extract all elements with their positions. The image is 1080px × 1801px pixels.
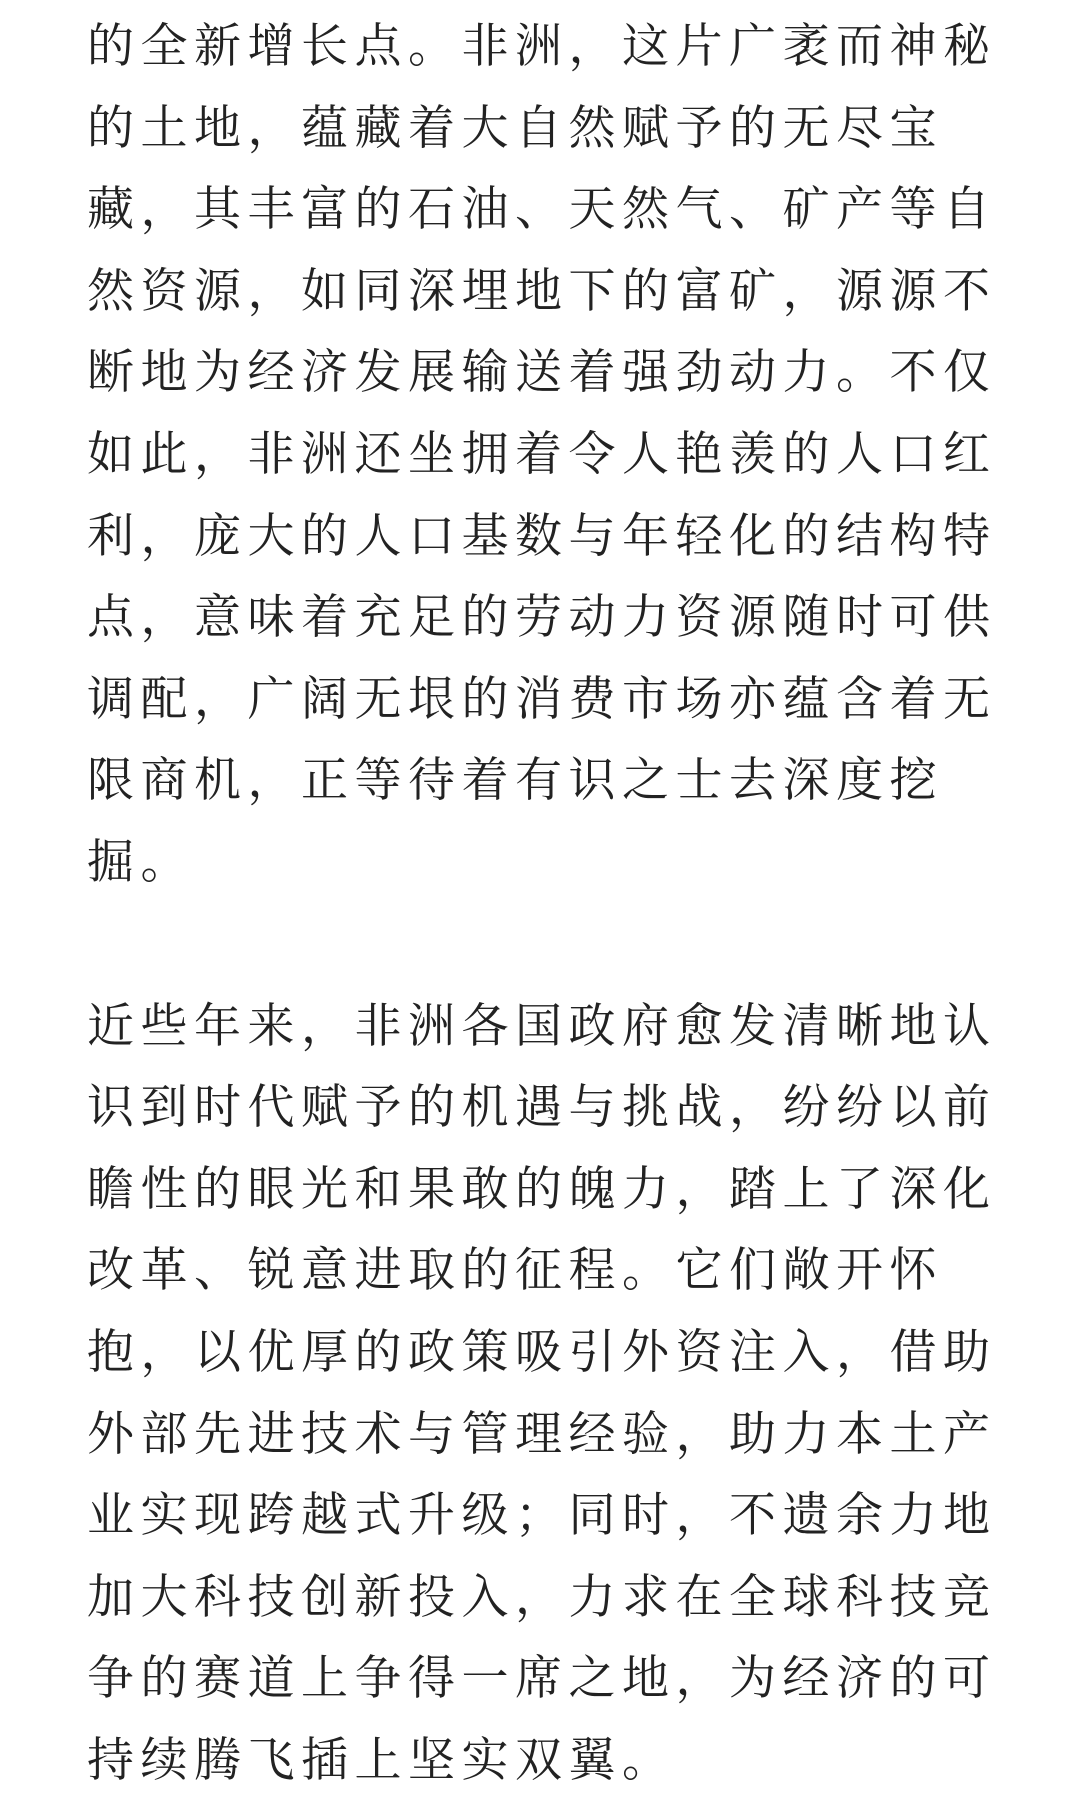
paragraph-2 xyxy=(87,986,999,1801)
text-line: 改革、锐意进取的征程。它们敞开怀 xyxy=(87,1243,943,1299)
text-line: 限商机，正等待着有识之士去深度挖 xyxy=(87,753,943,809)
text-line: 外部先进技术与管理经验，助力本土产 xyxy=(87,1406,997,1462)
text-line: 近些年来，非洲各国政府愈发清晰地认 xyxy=(87,998,997,1054)
text-line: 的土地，蕴藏着大自然赋予的无尽宝 xyxy=(87,100,943,156)
text-line: 业实现跨越式升级；同时，不遗余力地 xyxy=(87,1488,997,1544)
text-line: 断地为经济发展输送着强劲动力。不仅 xyxy=(87,345,997,401)
text-line: 争的赛道上争得一席之地，为经济的可 xyxy=(87,1651,997,1707)
text-line: 的全新增长点。非洲，这片广袤而神秘 xyxy=(87,19,997,74)
article-body xyxy=(87,6,999,1801)
text-line: 藏，其丰富的石油、天然气、矿产等自 xyxy=(87,182,997,238)
paragraph-1 xyxy=(87,6,999,904)
text-line: 然资源，如同深埋地下的富矿，源源不 xyxy=(87,263,997,319)
text-line: 瞻性的眼光和果敢的魄力，踏上了深化 xyxy=(87,1161,997,1217)
text-line: 抱，以优厚的政策吸引外资注入，借助 xyxy=(87,1324,997,1380)
text-line: 如此，非洲还坐拥着令人艳羡的人口红 xyxy=(87,426,997,482)
text-line: 点，意味着充足的劳动力资源随时可供 xyxy=(87,590,997,646)
text-line: 持续腾飞插上坚实双翼。 xyxy=(87,1732,676,1788)
text-line: 调配，广阔无垠的消费市场亦蕴含着无 xyxy=(87,671,997,727)
text-line: 利，庞大的人口基数与年轻化的结构特 xyxy=(87,508,997,564)
paragraph-gap xyxy=(87,904,999,986)
text-line: 掘。 xyxy=(87,834,194,890)
text-line: 加大科技创新投入，力求在全球科技竞 xyxy=(87,1569,997,1625)
text-line: 识到时代赋予的机遇与挑战，纷纷以前 xyxy=(87,1080,997,1136)
